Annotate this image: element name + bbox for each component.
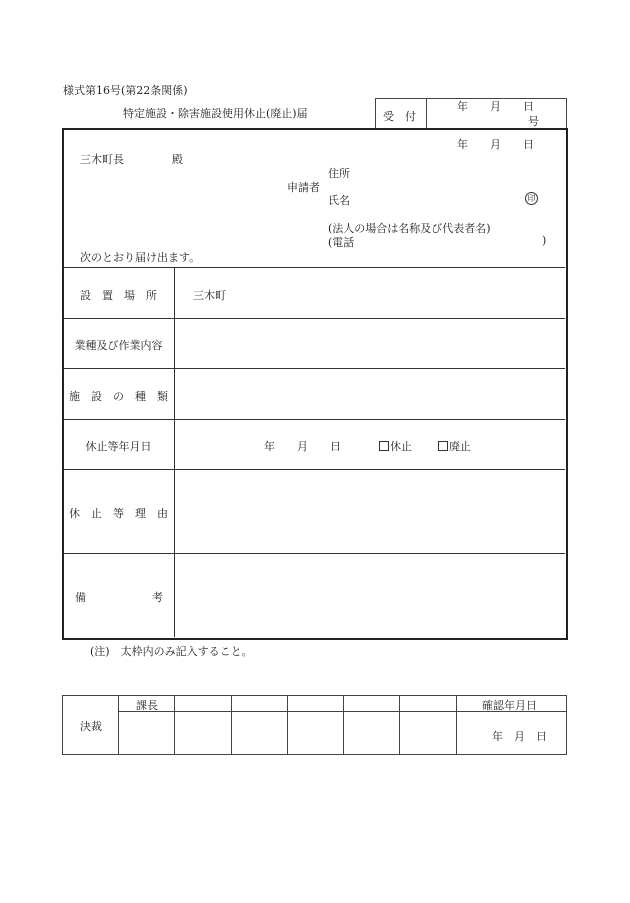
reason-field[interactable] bbox=[185, 478, 555, 544]
corporation-note: (法人の場合は名称及び代表者名) bbox=[328, 222, 491, 235]
suspension-date-label: 休止等年月日 bbox=[85, 440, 152, 453]
section-chief-label: 課長 bbox=[136, 699, 158, 712]
applicant-label: 申請者 bbox=[287, 181, 320, 194]
receipt-label: 受 付 bbox=[383, 110, 416, 123]
application-date-line: 年 月 日 bbox=[457, 138, 534, 151]
name-label: 氏名 bbox=[328, 194, 350, 207]
confirm-date-label: 確認年月日 bbox=[482, 699, 537, 712]
footnote: (注) 太枠内のみ記入すること。 bbox=[90, 645, 253, 658]
receipt-date-line: 年 月 日 bbox=[457, 100, 534, 113]
option-abolish[interactable] bbox=[438, 438, 471, 454]
location-label: 設 置 場 所 bbox=[80, 289, 157, 302]
submission-statement: 次のとおり届け出ます。 bbox=[80, 251, 201, 264]
addressee: 三木町長 bbox=[80, 153, 124, 166]
abolish-checkbox[interactable] bbox=[438, 441, 448, 451]
addressee-honorific: 殿 bbox=[172, 153, 183, 166]
decision-label: 決裁 bbox=[80, 720, 102, 733]
suspend-checkbox[interactable] bbox=[379, 441, 389, 451]
remarks-field[interactable] bbox=[185, 562, 555, 628]
location-value[interactable]: 三木町 bbox=[193, 289, 226, 302]
option-suspend[interactable] bbox=[379, 438, 412, 454]
receipt-number-suffix: 号 bbox=[528, 115, 539, 128]
suspension-date-line[interactable]: 年 月 日 bbox=[264, 440, 341, 453]
option-abolish-label: 廃止 bbox=[449, 440, 471, 453]
remarks-label-right: 考 bbox=[152, 591, 163, 604]
facility-type-label: 施 設 の 種 類 bbox=[69, 390, 168, 403]
option-suspend-label: 休止 bbox=[390, 440, 412, 453]
phone-label: (電話 bbox=[328, 236, 355, 249]
form-title: 特定施設・除害施設使用休止(廃止)届 bbox=[123, 107, 308, 120]
business-field[interactable] bbox=[185, 325, 555, 361]
phone-close: ) bbox=[542, 234, 547, 247]
remarks-label-left: 備 bbox=[75, 591, 86, 604]
confirm-date-line: 年 月 日 bbox=[492, 730, 547, 743]
business-label: 業種及び作業内容 bbox=[74, 339, 163, 352]
facility-type-field[interactable] bbox=[185, 376, 555, 412]
form-number: 様式第16号(第22条関係) bbox=[63, 84, 188, 97]
seal-icon: 印 bbox=[525, 192, 538, 205]
reason-label: 休 止 等 理 由 bbox=[69, 507, 168, 520]
address-label: 住所 bbox=[328, 167, 350, 180]
